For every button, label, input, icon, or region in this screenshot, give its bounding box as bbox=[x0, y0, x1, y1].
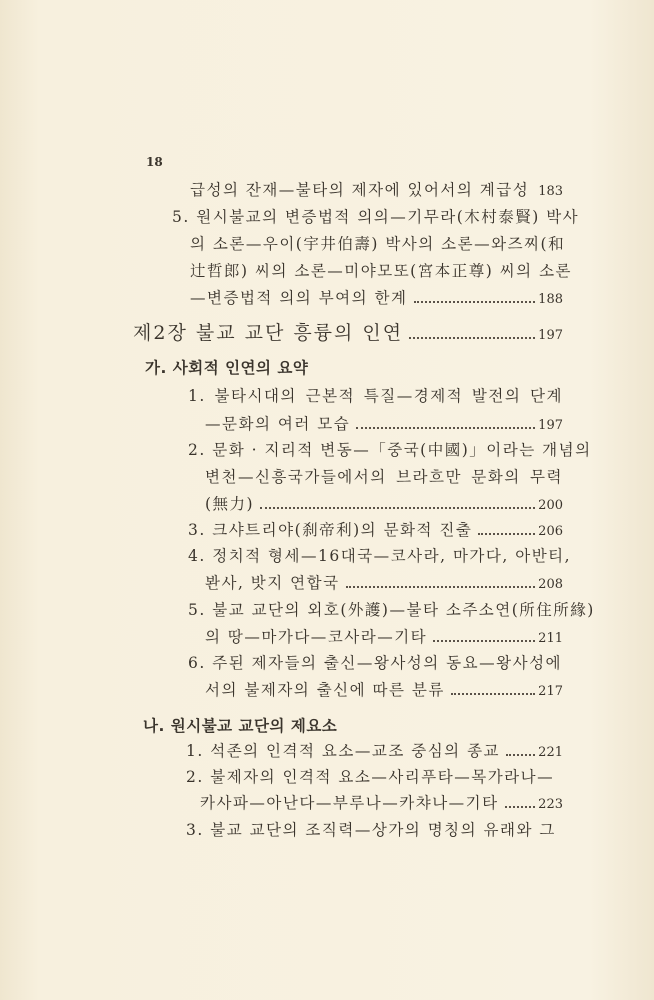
toc-entry bbox=[188, 653, 563, 673]
entry-page: 188 bbox=[538, 292, 563, 307]
toc-entry bbox=[188, 386, 563, 406]
entry-text: 서의 불제자의 출신에 따른 분류 bbox=[205, 681, 445, 699]
dot-leader bbox=[451, 693, 535, 695]
toc-entry bbox=[190, 261, 573, 281]
page-number: 18 bbox=[146, 155, 163, 169]
dot-leader bbox=[478, 533, 535, 535]
entry-page: 208 bbox=[538, 577, 563, 592]
toc-entry bbox=[190, 234, 566, 254]
section-heading bbox=[145, 358, 563, 378]
entry-text: 1. 불타시대의 근본적 특질—경제적 발전의 단계 bbox=[188, 387, 563, 405]
entry-text: 봔사, 밧지 연합국 bbox=[205, 574, 340, 592]
entry-text: 의 소론—우이(宇井伯壽) 박사의 소론—와즈찌(和 bbox=[190, 235, 566, 253]
dot-leader bbox=[260, 507, 535, 509]
toc-entry bbox=[186, 820, 556, 840]
entry-text: 6. 주된 제자들의 출신—왕사성의 동요—왕사성에 bbox=[188, 654, 563, 672]
entry-page: 206 bbox=[538, 524, 563, 539]
dot-leader bbox=[346, 586, 536, 588]
dot-leader bbox=[505, 806, 536, 808]
entry-text: 카사파—아난다—부루나—카챠나—기타 bbox=[200, 794, 499, 812]
chapter-heading bbox=[133, 323, 563, 346]
entry-text: 급성의 잔재—불타의 제자에 있어서의 계급성 bbox=[190, 181, 530, 199]
entry-text: 4. 정치적 형세—16대국—코사라, 마가다, 아반티, bbox=[188, 547, 572, 565]
toc-entry bbox=[188, 600, 595, 620]
section-heading bbox=[143, 716, 563, 736]
entry-page: 183 bbox=[538, 184, 564, 199]
chapter-page: 197 bbox=[538, 328, 563, 343]
entry-page: 197 bbox=[538, 418, 563, 433]
toc-entry bbox=[205, 467, 563, 487]
section-title: 나. 원시불교 교단의 제요소 bbox=[143, 717, 338, 735]
toc-entry bbox=[190, 288, 563, 310]
dot-leader bbox=[414, 301, 536, 303]
toc-entry bbox=[205, 494, 563, 516]
toc-entry bbox=[188, 520, 563, 542]
entry-text: 2. 불제자의 인격적 요소—사리푸타—목가라나— bbox=[186, 768, 555, 786]
entry-text: 2. 문화 · 지리적 변동—「중국(中國)」이라는 개념의 bbox=[188, 441, 592, 459]
toc-entry bbox=[186, 741, 563, 763]
toc-entry bbox=[200, 793, 563, 815]
toc-entry bbox=[188, 546, 572, 566]
dot-leader bbox=[506, 754, 535, 756]
toc-entry bbox=[188, 440, 592, 460]
dot-leader bbox=[356, 427, 535, 429]
entry-page: 223 bbox=[538, 797, 563, 812]
dot-leader bbox=[409, 337, 535, 339]
toc-entry bbox=[205, 627, 563, 649]
toc-entry bbox=[205, 573, 563, 595]
entry-page: 217 bbox=[538, 684, 563, 699]
entry-text: 5. 불교 교단의 외호(外護)—불타 소주소연(所住所緣) bbox=[188, 601, 595, 619]
entry-page: 211 bbox=[538, 631, 563, 646]
entry-text: —문화의 여러 모습 bbox=[205, 415, 351, 433]
entry-page: 221 bbox=[538, 745, 563, 760]
entry-page: 200 bbox=[538, 498, 563, 513]
toc-entry bbox=[190, 180, 563, 202]
chapter-title: 제2장 불교 교단 흥륭의 인연 bbox=[133, 322, 404, 344]
entry-text: 의 땅—마가다—코사라—기타 bbox=[205, 628, 428, 646]
dot-leader bbox=[433, 640, 535, 642]
section-title: 가. 사회적 인연의 요약 bbox=[145, 359, 309, 377]
toc-entry bbox=[205, 680, 563, 702]
entry-text: 辻哲郎) 씨의 소론—미야모또(宮本正尊) 씨의 소론 bbox=[190, 262, 573, 280]
entry-text: 5. 원시불교의 변증법적 의의—기무라(木村泰賢) 박사 bbox=[172, 208, 580, 226]
toc-entry bbox=[186, 767, 555, 787]
entry-text: (無力) bbox=[205, 495, 255, 513]
entry-text: 3. 크샤트리야(刹帝利)의 문화적 진출 bbox=[188, 521, 473, 539]
entry-text: 1. 석존의 인격적 요소—교조 중심의 종교 bbox=[186, 742, 501, 760]
entry-text: —변증법적 의의 부여의 한계 bbox=[190, 289, 408, 307]
toc-entry bbox=[205, 414, 563, 436]
toc-entry bbox=[172, 207, 580, 227]
entry-text: 3. 불교 교단의 조직력—상가의 명칭의 유래와 그 bbox=[186, 821, 556, 839]
entry-text: 변천—신흥국가들에서의 브라흐만 문화의 무력 bbox=[205, 468, 563, 486]
